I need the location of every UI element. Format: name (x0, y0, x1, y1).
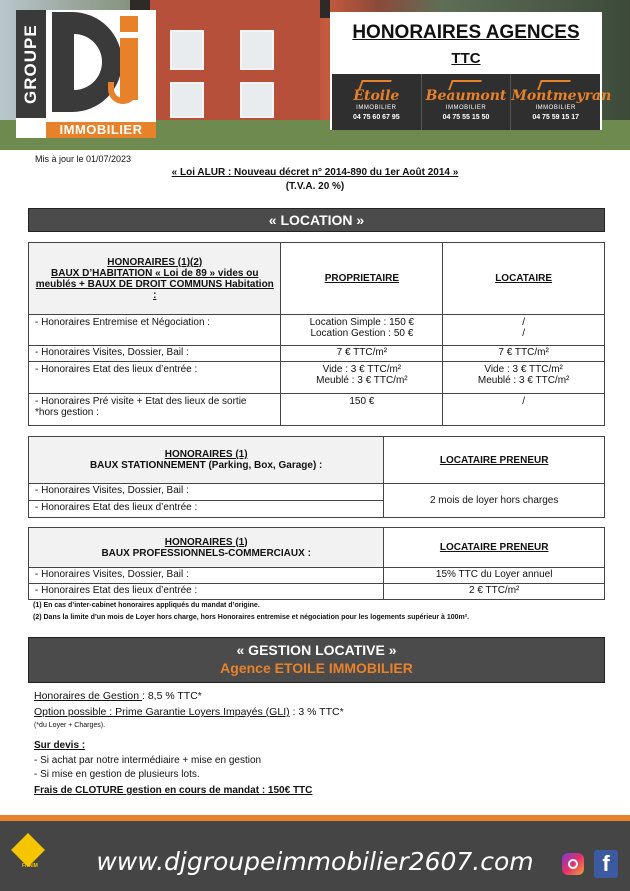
table-row (29, 362, 605, 394)
header-line: HONORAIRES (1)(2) (107, 256, 203, 268)
owner-cell: Location Simple : 150 € Location Gestion : 50 € (281, 315, 443, 346)
row-label: - Honoraires Visites, Dossier, Bail : (29, 484, 384, 501)
location-section-title: « LOCATION » (28, 208, 605, 232)
gestion-fee (34, 690, 202, 702)
agency-phone: 04 75 60 67 95 (352, 114, 400, 121)
devis-item: - Si achat par notre intermédiaire + mise en gestion (34, 755, 262, 766)
tenant-cell: Vide : 3 € TTC/m² Meublé : 3 € TTC/m² (443, 362, 605, 394)
commercial-value: 2 € TTC/m² (384, 584, 605, 600)
fee-value: : 8,5 % TTC* (141, 690, 202, 702)
house-window (240, 30, 274, 70)
agency-name: Beaumont (425, 88, 507, 104)
tva-rate: (T.V.A. 20 %) (285, 181, 345, 192)
table-row (29, 584, 605, 600)
lessee-column-header: LOCATAIRE PRENEUR (384, 528, 605, 568)
row-label: - Honoraires Visites, Dossier, Bail : (29, 568, 384, 584)
owner-column-header: PROPRIETAIRE (281, 243, 443, 315)
agency-sub: IMMOBILIER (445, 105, 487, 111)
logo-immobilier-band: IMMOBILIER (46, 122, 156, 138)
owner-cell: 7 € TTC/m² (281, 346, 443, 362)
fnaim-label: FNAIM (22, 863, 38, 869)
instagram-icon[interactable] (562, 853, 584, 875)
row-label: - Honoraires Pré visite + Etat des lieux de sortie *hors gestion : (29, 394, 281, 426)
row-label: - Honoraires Visites, Dossier, Bail : (29, 346, 281, 362)
header-line: HONORAIRES (1) (164, 536, 248, 548)
owner-cell: 150 € (281, 394, 443, 426)
cloture-fee: Frais de CLOTURE gestion en cours de mandat : 150€ TTC (34, 785, 313, 796)
update-date: Mis à jour le 01/07/2023 (35, 154, 132, 164)
row-label: - Honoraires Etat des lieux d’entrée : (29, 501, 384, 518)
agency-beaumont (422, 74, 512, 130)
agency-logos (332, 74, 612, 130)
table-row (29, 484, 605, 501)
header-line: BAUX PROFESSIONNELS-COMMERCIAUX : (101, 547, 311, 559)
footnote-2: (2) Dans la limite d’un mois de Loyer hors charge, hors Honoraires entremise et négociation pour les logements supérieur à 100m². (33, 614, 470, 621)
devis-label: Sur devis : (34, 740, 86, 751)
title-box (330, 12, 612, 130)
company-logo (16, 10, 156, 138)
facebook-icon[interactable]: f (594, 850, 618, 878)
parking-table (28, 436, 605, 518)
lessee-column-header: LOCATAIRE PRENEUR (384, 437, 605, 484)
parking-header (29, 437, 384, 484)
house-window (170, 82, 204, 118)
agency-name: Etoile (353, 88, 400, 104)
parking-value: 2 mois de loyer hors charges (384, 484, 605, 518)
gestion-option (34, 706, 344, 718)
agency-phone: 04 75 59 15 17 (532, 114, 580, 121)
fee-label: Honoraires de Gestion (34, 690, 142, 702)
website-url[interactable]: www.djgroupeimmobilier2607.com (96, 847, 534, 876)
header-line: HONORAIRES (1) (164, 449, 248, 460)
page-subtitle: TTC (451, 50, 481, 67)
commercial-table (28, 527, 605, 600)
law-reference: « Loi ALUR : Nouveau décret n° 2014-890 du 1er Août 2014 » (171, 167, 459, 178)
devis-item: - Si mise en gestion de plusieurs lots. (34, 769, 200, 780)
house-window (170, 30, 204, 70)
agency-sub: IMMOBILIER (535, 105, 576, 111)
gestion-footnote: (*du Loyer + Charges). (34, 722, 106, 729)
agency-montmeyran (511, 74, 612, 130)
agency-phone: 04 75 55 15 50 (442, 114, 490, 121)
tenant-column-header: LOCATAIRE (443, 243, 605, 315)
logo-group-text: GROUPE (16, 10, 46, 118)
table-row (29, 568, 605, 584)
tenant-cell: / (443, 394, 605, 426)
table-row (29, 315, 605, 346)
tenant-cell: 7 € TTC/m² (443, 346, 605, 362)
agency-etoile (332, 74, 422, 130)
gestion-agency: Agence ETOILE IMMOBILIER (220, 660, 413, 676)
agency-name: Montmeyran (511, 88, 612, 104)
table-row (29, 346, 605, 362)
habitation-header (29, 243, 281, 315)
row-label: - Honoraires Etat des lieux d’entrée : (29, 584, 384, 600)
header-line: BAUX STATIONNEMENT (Parking, Box, Garage) : (89, 460, 323, 471)
logo-dj-mark (52, 12, 152, 116)
footnote-1: (1) En cas d’inter-cabinet honoraires appliqués du mandat d’origine. (33, 602, 260, 609)
commercial-header (29, 528, 384, 568)
header-line: BAUX D’HABITATION « Loi de 89 » vides ou meublés + BAUX DE DROIT COMMUNS Habitation : (35, 267, 274, 301)
tenant-cell: / / (443, 315, 605, 346)
gestion-title: « GESTION LOCATIVE » (236, 642, 397, 658)
logo-j-letter (108, 16, 142, 112)
house-window (240, 82, 274, 118)
owner-cell: Vide : 3 € TTC/m² Meublé : 3 € TTC/m² (281, 362, 443, 394)
table-row (29, 394, 605, 426)
commercial-value: 15% TTC du Loyer annuel (384, 568, 605, 584)
row-label: - Honoraires Entremise et Négociation : (29, 315, 281, 346)
page-title: HONORAIRES AGENCES (352, 22, 580, 43)
habitation-table (28, 242, 605, 426)
gestion-section-title (28, 637, 605, 683)
option-label: Option possible : Prime Garantie Loyers Impayés (GLI) (34, 706, 290, 718)
agency-sub: IMMOBILIER (356, 105, 397, 111)
row-label: - Honoraires Etat des lieux d’entrée : (29, 362, 281, 394)
option-value: : 3 % TTC* (289, 706, 344, 718)
